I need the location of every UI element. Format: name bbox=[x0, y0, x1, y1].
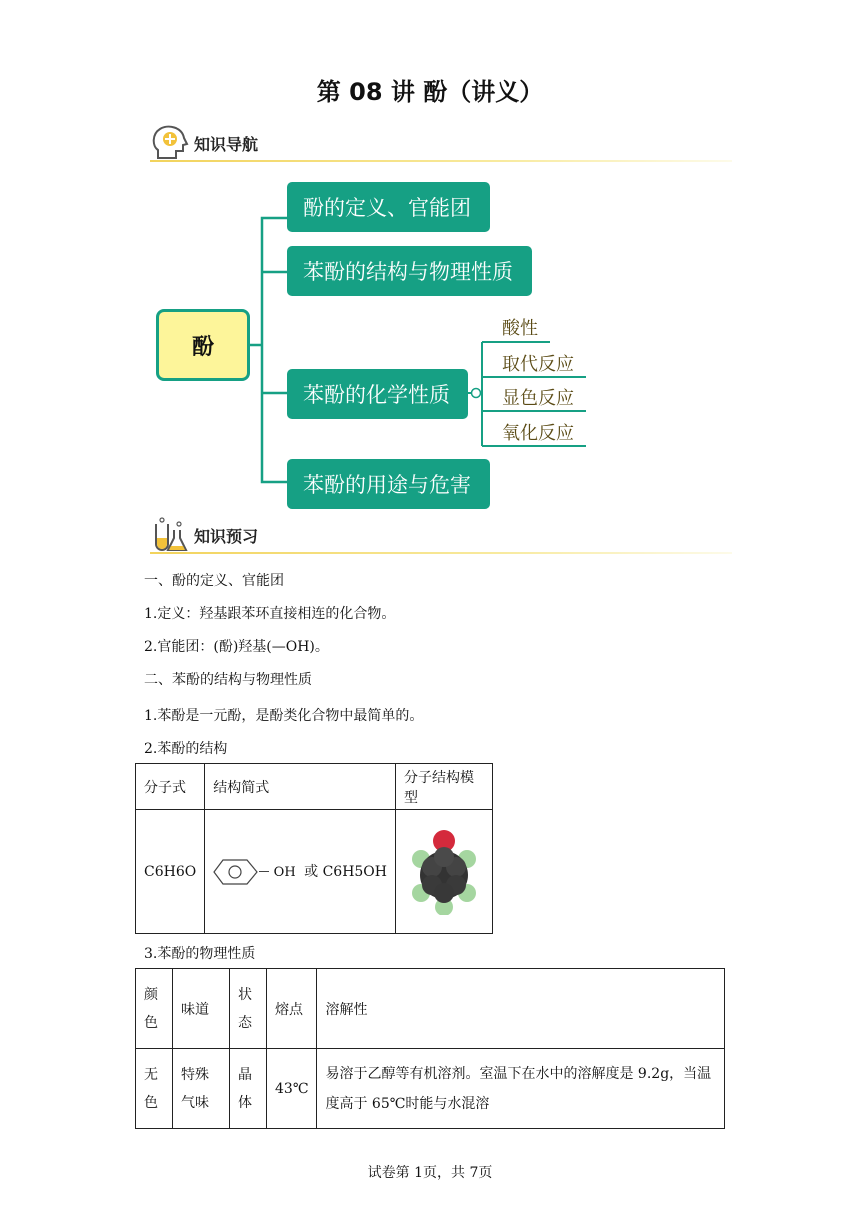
mindmap-branch-chemical: 苯酚的化学性质 bbox=[287, 369, 468, 419]
table-header: 味道 bbox=[173, 969, 230, 1049]
table-cell: 易溶于乙醇等有机溶剂。室温下在水中的溶解度是 9.2g，当温度高于 65℃时能与水混溶 bbox=[317, 1049, 725, 1129]
table-header: 颜色 bbox=[136, 969, 173, 1049]
flask-icon bbox=[150, 516, 190, 556]
table-header: 分子式 bbox=[136, 764, 205, 810]
mindmap-branch-uses: 苯酚的用途与危害 bbox=[287, 459, 490, 509]
paragraph: 2.官能团：(酚)羟基(—OH)。 bbox=[144, 639, 329, 655]
mindmap-leaf-color: 显色反应 bbox=[502, 388, 574, 409]
benzene-ring-icon bbox=[213, 857, 259, 887]
structure-table bbox=[135, 763, 493, 934]
mindmap-leaf-oxidation: 氧化反应 bbox=[502, 423, 574, 444]
paragraph: 2.苯酚的结构 bbox=[144, 741, 228, 757]
molecular-formula: C6H6O bbox=[144, 863, 197, 880]
page-footer: 试卷第 1页，共 7页 bbox=[367, 1165, 493, 1181]
mindmap-leaf-substitution: 取代反应 bbox=[502, 354, 574, 375]
structural-formula-cell bbox=[205, 810, 396, 934]
table-cell: 无色 bbox=[136, 1049, 173, 1129]
paragraph: 一、酚的定义、官能团 bbox=[144, 573, 284, 589]
formula-cell bbox=[136, 810, 205, 934]
page-title: 第 08 讲 酚（讲义） bbox=[316, 78, 544, 106]
section-label-nav: 知识导航 bbox=[194, 135, 259, 154]
section-label-preview: 知识预习 bbox=[194, 527, 259, 546]
mindmap-branch-structure: 苯酚的结构与物理性质 bbox=[287, 246, 532, 296]
mindmap-branch-definition: 酚的定义、官能团 bbox=[287, 182, 490, 232]
table-cell: 晶体 bbox=[230, 1049, 267, 1129]
table-header: 溶解性 bbox=[317, 969, 725, 1049]
property-table bbox=[135, 968, 725, 1129]
paragraph: 1.苯酚是一元酚，是酚类化合物中最简单的。 bbox=[144, 708, 424, 724]
table-header: 熔点 bbox=[267, 969, 317, 1049]
paragraph: 3.苯酚的物理性质 bbox=[144, 946, 256, 962]
mindmap-leaf-acidity: 酸性 bbox=[502, 318, 538, 339]
table-cell: 特殊气味 bbox=[173, 1049, 230, 1129]
table-header: 状态 bbox=[230, 969, 267, 1049]
paragraph: 1.定义：羟基跟苯环直接相连的化合物。 bbox=[144, 606, 396, 622]
mindmap-root: 酚 bbox=[156, 309, 250, 381]
molecule-model-cell bbox=[396, 810, 493, 934]
section-header-preview bbox=[150, 516, 732, 556]
section-divider bbox=[150, 552, 732, 554]
hydroxyl-label: OH bbox=[273, 864, 296, 880]
alt-formula: 或 C6H5OH bbox=[304, 863, 387, 880]
paragraph: 二、苯酚的结构与物理性质 bbox=[144, 672, 312, 688]
table-header: 分子结构模型 bbox=[396, 764, 493, 810]
phenol-space-filling-model bbox=[404, 825, 484, 915]
table-header: 结构简式 bbox=[205, 764, 396, 810]
table-cell: 43℃ bbox=[267, 1049, 317, 1129]
